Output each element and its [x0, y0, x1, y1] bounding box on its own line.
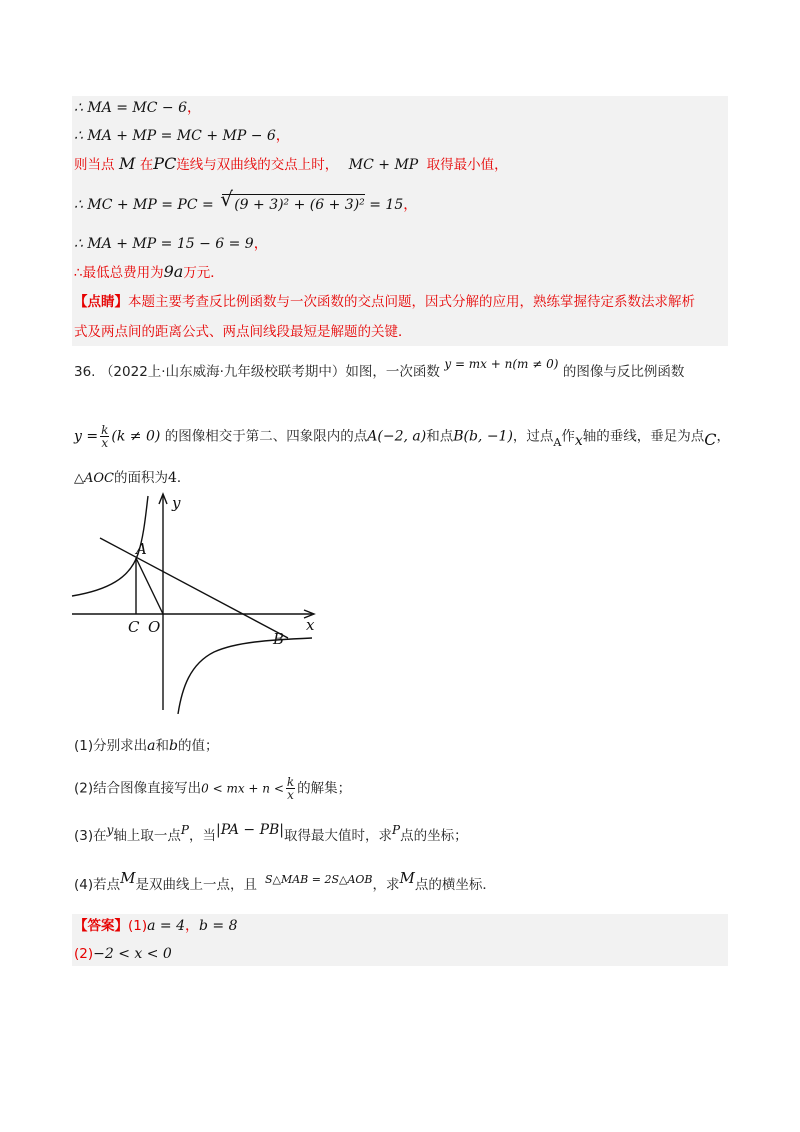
y-axis	[159, 494, 167, 710]
x-axis	[72, 610, 314, 618]
question-4: (4)若点M是双曲线上一点，且 $^{S\triangle MAB = 2S\triangle AOB}$，求M点的横坐标．	[74, 869, 496, 893]
solution-line-4: ∴ MC + MP = PC = √ (9 + 3)² + (6 + 3)² = 15，	[74, 187, 418, 213]
sqrt-radical: √ (9 + 3)² + (6 + 3)²	[220, 187, 365, 213]
comment-line-1: 【点睛】本题主要考查反比例函数与一次函数的交点问题，因式分解的应用，熟练掌握待定系数法求解析	[74, 294, 695, 310]
answer-line-2: (2)−2 < x < 0	[74, 946, 172, 962]
question-1: (1)分别求出a和b的值；	[74, 738, 219, 754]
solution-line-2: ∴ MA + MP = MC + MP − 6，	[74, 128, 290, 144]
answer-line-1: 【答案】(1)a = 4，b = 8	[74, 918, 238, 934]
function-graph	[68, 492, 328, 714]
solution-line-6: ∴最低总费用为9a万元．	[74, 262, 224, 281]
hyperbola-branch-right	[178, 638, 312, 714]
fraction-k-over-x-q2: $\frac{k}{x}$	[286, 775, 295, 802]
fraction-k-over-x: $\frac{k}{x}$	[101, 423, 109, 450]
question-3: (3)在y轴上取一点P，当|PA − PB|取得最大值时，求P点的坐标；	[74, 822, 468, 844]
problem-36-line-3: △AOC的面积为4．	[74, 470, 191, 486]
label-o: O	[148, 618, 161, 636]
problem-36-line-2: y = $\frac{k}{x}$ (k ≠ 0) 的图像相交于第二、四象限内的点A(−2, a)和点B(b, −1)，过点$_A$作x轴的垂线，垂足为点C，	[74, 423, 731, 450]
comment-line-2: 式及两点间的距离公式、两点间线段最短是解题的关键．	[74, 324, 412, 340]
solution-line-3: 则当点 M 在PC连线与双曲线的交点上时， MC + MP 取得最小值，	[74, 154, 508, 173]
solution-line-1: ∴ MA = MC − 6，	[74, 100, 202, 116]
label-y: y	[172, 494, 181, 512]
solution-line-5: ∴ MA + MP = 15 − 6 = 9，	[74, 236, 268, 252]
question-2: (2)结合图像直接写出0 < mx + n < $\frac{k}{x}$ 的解集；	[74, 775, 352, 802]
segment-ao	[136, 558, 163, 614]
label-b: B	[273, 630, 285, 648]
problem-36-line-1: 36. （2022上·山东威海·九年级校联考期中）如图，一次函数 y = mx + n(m ≠ 0) 的图像与反比例函数	[74, 357, 685, 380]
label-a: A	[136, 540, 147, 558]
label-c: C	[128, 618, 140, 636]
label-x: x	[306, 616, 315, 634]
